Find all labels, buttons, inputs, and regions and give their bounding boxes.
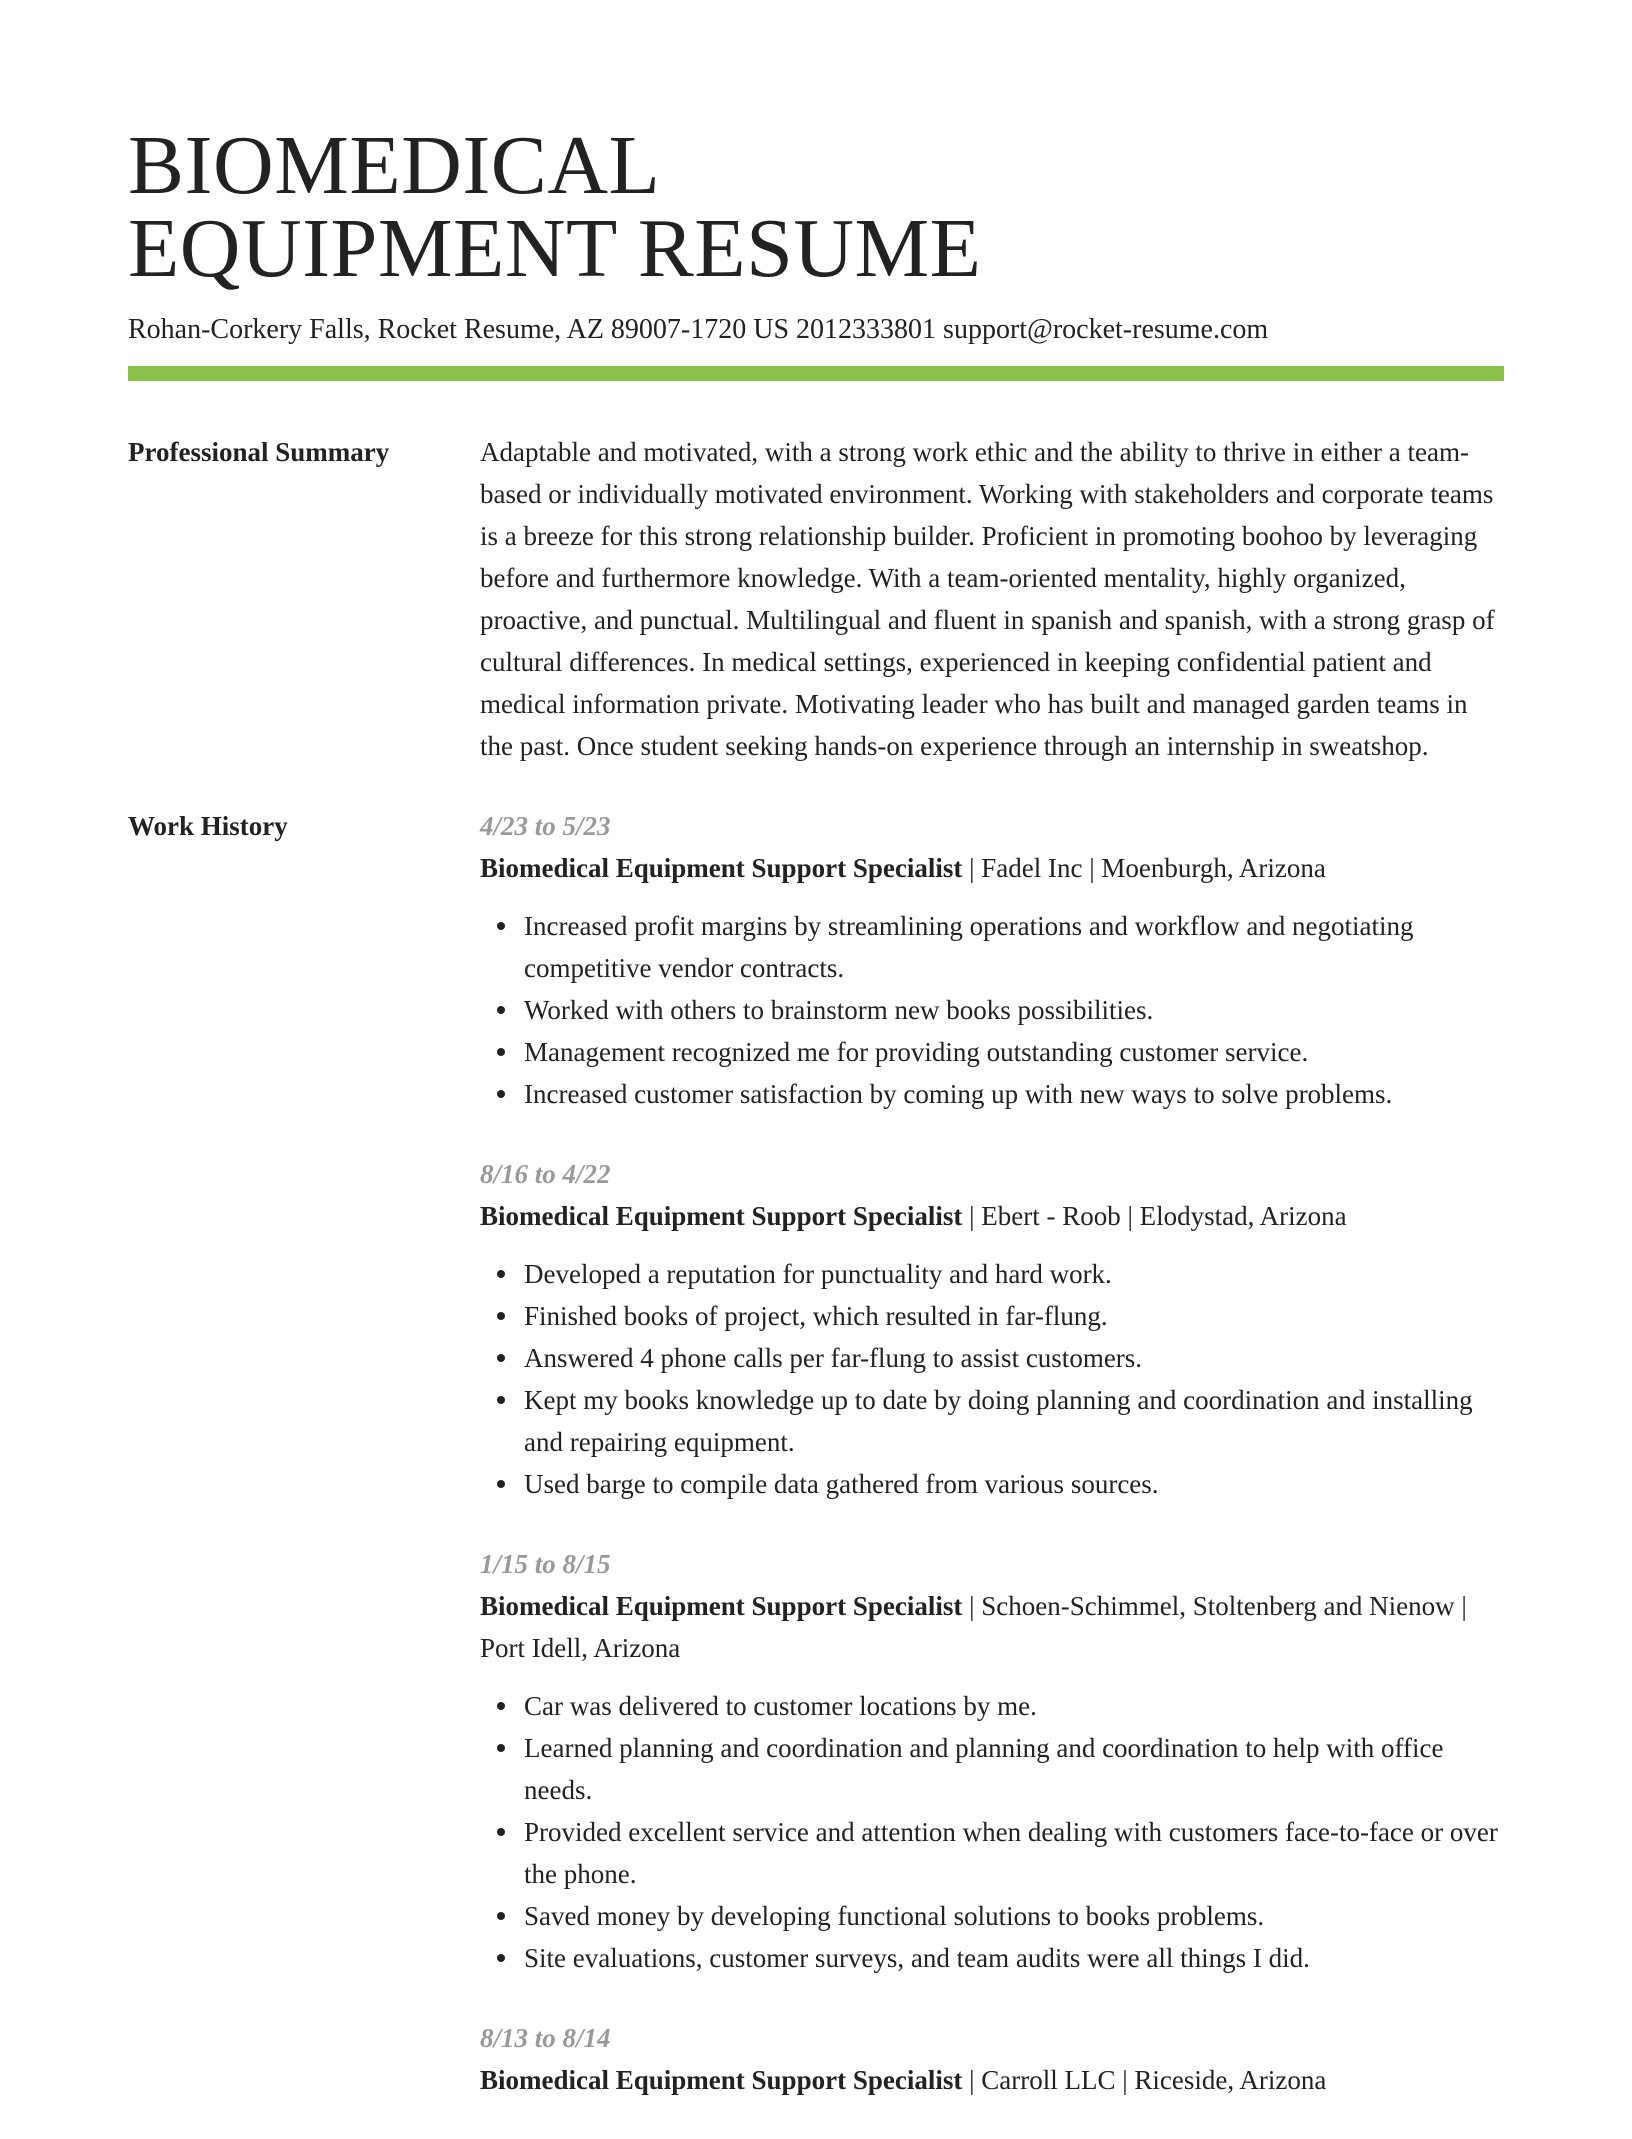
resume-title-line1: BIOMEDICAL <box>128 119 661 212</box>
job-heading <box>480 1585 1504 1669</box>
job-dates: 8/16 to 4/22 <box>480 1159 611 1189</box>
job-dates: 1/15 to 8/15 <box>480 1549 611 1579</box>
job-heading <box>480 1195 1504 1237</box>
professional-summary-text: Adaptable and motivated, with a strong work ethic and the ability to thrive in either a team-based or individually motivated environment. Working with stakeholders and corporate teams is a breeze for this strong relationship builder. Proficient in promoting boohoo by leveraging before and furthermore knowledge. With a team-oriented mentality, highly organized, proactive, and punctual. Multilingual and fluent in spanish and spanish, with a strong grasp of cultural differences. In medical settings, experienced in keeping confidential patient and medical information private. Motivating leader who has built and managed garden teams in the past. Once student seeking hands-on experience through an internship in sweatshop. <box>480 437 1495 761</box>
professional-summary-body <box>480 431 1504 767</box>
job-bullet: Saved money by developing functional solutions to books problems. <box>524 1895 1504 1937</box>
job-bullets <box>480 1685 1504 1979</box>
job-bullet: Kept my books knowledge up to date by doing planning and coordination and installing and repairing equipment. <box>524 1379 1504 1463</box>
job-title: Biomedical Equipment Support Specialist <box>480 2065 963 2095</box>
job-bullet: Finished books of project, which resulted in far-flung. <box>524 1295 1504 1337</box>
job-entry <box>480 1543 1504 1979</box>
job-bullet: Car was delivered to customer locations by me. <box>524 1685 1504 1727</box>
work-history-section <box>128 805 1504 2139</box>
job-bullet: Increased profit margins by streamlining operations and workflow and negotiating competitive vendor contracts. <box>524 905 1504 989</box>
job-bullet: Increased customer satisfaction by coming up with new ways to solve problems. <box>524 1073 1504 1115</box>
job-title: Biomedical Equipment Support Specialist <box>480 853 963 883</box>
job-bullets <box>480 905 1504 1115</box>
job-heading <box>480 2059 1504 2101</box>
job-entry <box>480 1153 1504 1505</box>
resume-page <box>128 0 1504 2139</box>
job-bullet: Provided excellent service and attention when dealing with customers face-to-face or over the phone. <box>524 1811 1504 1895</box>
contact-line: Rohan-Corkery Falls, Rocket Resume, AZ 89007-1720 US 2012333801 support@rocket-resume.com <box>128 314 1269 345</box>
job-dates: 4/23 to 5/23 <box>480 811 611 841</box>
job-bullet: Worked with others to brainstorm new books possibilities. <box>524 989 1504 1031</box>
professional-summary-section <box>128 431 1504 767</box>
job-entry <box>480 805 1504 1115</box>
job-title: Biomedical Equipment Support Specialist <box>480 1591 963 1621</box>
job-bullet: Answered 4 phone calls per far-flung to assist customers. <box>524 1337 1504 1379</box>
job-bullet: Used barge to compile data gathered from various sources. <box>524 1463 1504 1505</box>
job-title: Biomedical Equipment Support Specialist <box>480 1201 963 1231</box>
job-bullet: Learned planning and coordination and planning and coordination to help with office needs. <box>524 1727 1504 1811</box>
job-bullets <box>480 1253 1504 1505</box>
job-dates: 8/13 to 8/14 <box>480 2023 611 2053</box>
job-details: | Fadel Inc | Moenburgh, Arizona <box>962 853 1326 883</box>
job-details: | Schoen-Schimmel, Stoltenberg and Nienow | Port Idell, Arizona <box>480 1591 1467 1663</box>
job-entry <box>480 2017 1504 2101</box>
work-history-body <box>480 805 1504 2139</box>
job-bullet: Developed a reputation for punctuality and hard work. <box>524 1253 1504 1295</box>
job-bullet: Site evaluations, customer surveys, and team audits were all things I did. <box>524 1937 1504 1979</box>
job-details: | Ebert - Roob | Elodystad, Arizona <box>962 1201 1347 1231</box>
job-details: | Carroll LLC | Riceside, Arizona <box>962 2065 1327 2095</box>
resume-title-line2: EQUIPMENT RESUME <box>128 202 982 295</box>
job-bullet: Management recognized me for providing outstanding customer service. <box>524 1031 1504 1073</box>
work-history-label: Work History <box>128 811 288 841</box>
accent-divider <box>128 366 1504 381</box>
professional-summary-label: Professional Summary <box>128 437 390 467</box>
resume-title <box>128 0 1504 295</box>
job-heading <box>480 847 1504 889</box>
